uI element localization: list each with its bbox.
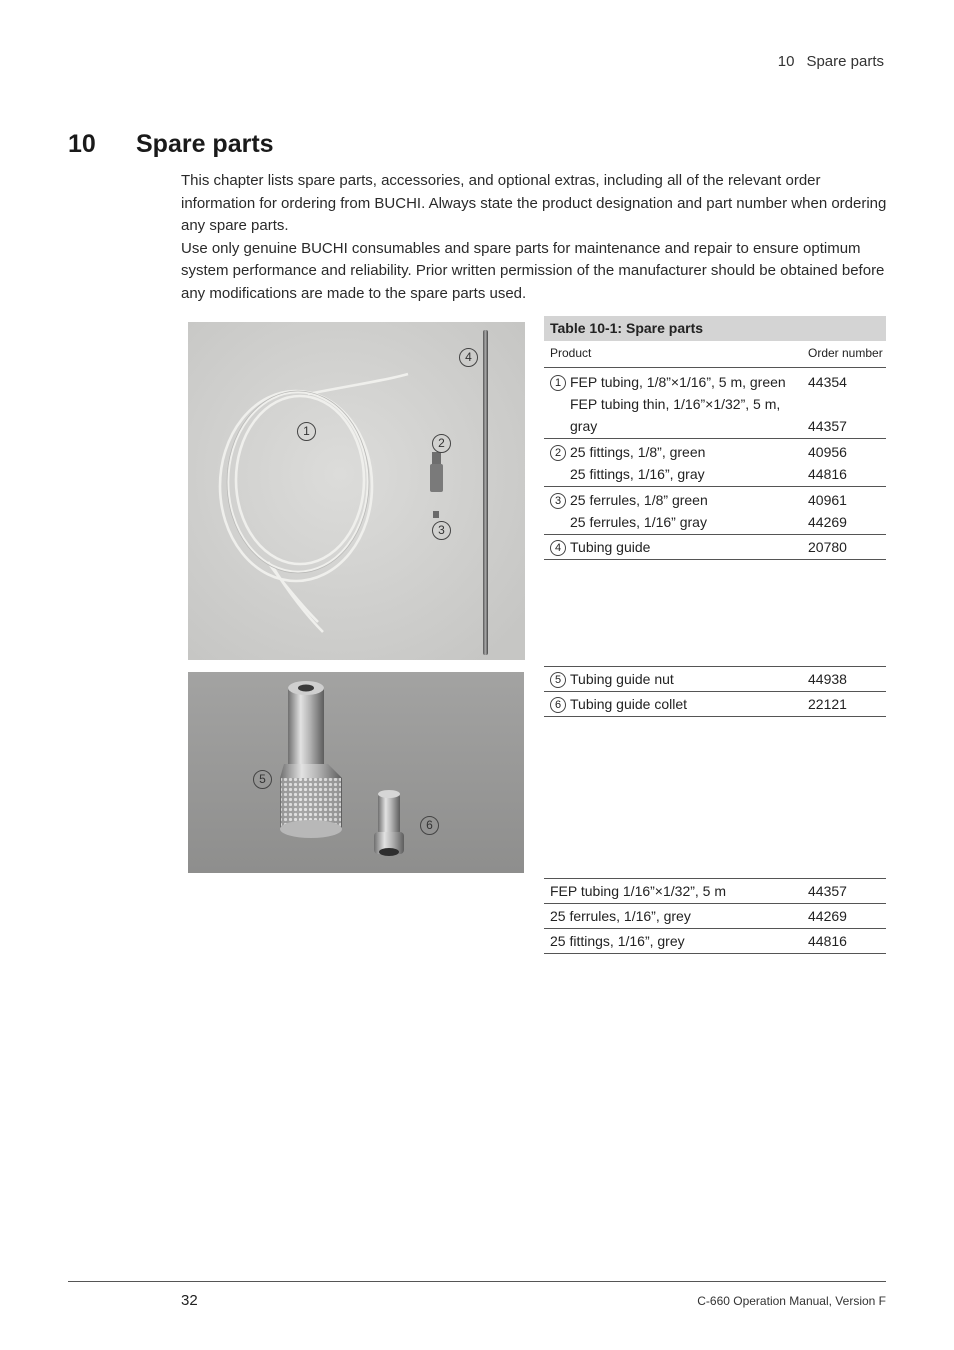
- order-number: 44357: [808, 883, 847, 899]
- item-marker: 6: [550, 697, 566, 713]
- intro-paragraph: Use only genuine BUCHI consumables and spare parts for maintenance and repair to ensure optimum system performance and reliability. Prior written permission of the manufacturer should be obtained before any modifications are made to the spare parts used.: [181, 239, 885, 302]
- product-text: FEP tubing, 1/8”×1/16”, 5 m, green: [570, 374, 786, 390]
- col-header-product: Product: [550, 346, 592, 360]
- item-marker: 3: [550, 493, 566, 509]
- product-text: FEP tubing thin, 1/16”×1/32”, 5 m,: [570, 396, 781, 412]
- item-marker: 1: [550, 375, 566, 391]
- table-line: [544, 489, 886, 511]
- table-line: [544, 668, 886, 690]
- order-number: 44357: [808, 418, 847, 434]
- callout-4: 4: [459, 348, 478, 367]
- table-caption: Table 10-1: Spare parts: [544, 316, 886, 341]
- intro-paragraph: This chapter lists spare parts, accessories, and optional extras, including all of the relevant order information for ordering from BUCHI. Always state the product designation and part number when ordering any spare parts.: [181, 172, 887, 235]
- photo-guide-nut-collet: [188, 672, 524, 873]
- callout-5: 5: [253, 770, 272, 789]
- page-number: 32: [181, 1292, 198, 1309]
- callout-3: 3: [432, 521, 451, 540]
- order-number: 20780: [808, 539, 847, 555]
- order-number: 44816: [808, 933, 847, 949]
- running-header-title: Spare parts: [806, 53, 884, 70]
- guide-nut-illustration: [188, 672, 524, 873]
- table-line: [544, 463, 886, 485]
- accessories-table: [544, 878, 886, 954]
- item-marker: 2: [550, 445, 566, 461]
- product-text: 25 ferrules, 1/16” gray: [570, 514, 707, 530]
- product-text: Tubing guide collet: [570, 696, 688, 712]
- item-marker: 5: [550, 672, 566, 688]
- product-text: 25 fittings, 1/16”, grey: [550, 933, 685, 949]
- table-row: [544, 368, 886, 439]
- product-text: 25 ferrules, 1/16”, grey: [550, 908, 691, 924]
- table-line: [544, 930, 886, 952]
- product-text: gray: [570, 418, 598, 434]
- chapter-number: 10: [68, 130, 96, 158]
- table-row: [544, 879, 886, 904]
- order-number: 22121: [808, 696, 847, 712]
- table-line: [544, 371, 886, 393]
- running-header-number: 10: [777, 53, 795, 70]
- item-marker: 4: [550, 540, 566, 556]
- table-row: [544, 929, 886, 954]
- table-row: [544, 692, 886, 717]
- table-line: [544, 905, 886, 927]
- table-line: [544, 511, 886, 533]
- order-number: 44938: [808, 671, 847, 687]
- table-row: [544, 667, 886, 692]
- order-number: 44816: [808, 466, 847, 482]
- running-header: [778, 53, 884, 70]
- col-header-order-number: Order number: [808, 346, 883, 360]
- table-row: [544, 487, 886, 535]
- order-number: 44354: [808, 374, 847, 390]
- callout-6: 6: [420, 816, 439, 835]
- order-number: 40956: [808, 444, 847, 460]
- photo-tubing-parts: [188, 322, 525, 660]
- order-number: 44269: [808, 908, 847, 924]
- table-line: [544, 393, 886, 415]
- product-text: 25 fittings, 1/8”, green: [570, 444, 706, 460]
- chapter-title-text: Spare parts: [136, 130, 274, 158]
- product-text: Tubing guide nut: [570, 671, 674, 687]
- table-row: [544, 904, 886, 929]
- product-text: 25 fittings, 1/16”, gray: [570, 466, 705, 482]
- table-header: [544, 341, 886, 368]
- product-text: Tubing guide: [570, 539, 651, 555]
- product-text: FEP tubing 1/16”×1/32”, 5 m: [550, 883, 727, 899]
- chapter-title: [68, 130, 274, 159]
- table-row: [544, 439, 886, 487]
- intro-text: [181, 170, 891, 306]
- table-row: [544, 535, 886, 560]
- callout-1: 1: [297, 422, 316, 441]
- order-number: 40961: [808, 492, 847, 508]
- table-line: [544, 693, 886, 715]
- tubing-parts-illustration: [188, 322, 525, 660]
- table-line: [544, 880, 886, 902]
- footer-document-title: C-660 Operation Manual, Version F: [697, 1294, 886, 1308]
- table-line: [544, 441, 886, 463]
- product-text: 25 ferrules, 1/8” green: [570, 492, 708, 508]
- footer-divider: [68, 1281, 886, 1282]
- callout-2: 2: [432, 434, 451, 453]
- spare-parts-table: [544, 316, 886, 560]
- table-line: [544, 536, 886, 558]
- order-number: 44269: [808, 514, 847, 530]
- table-line: [544, 415, 886, 437]
- guide-parts-table: [544, 666, 886, 717]
